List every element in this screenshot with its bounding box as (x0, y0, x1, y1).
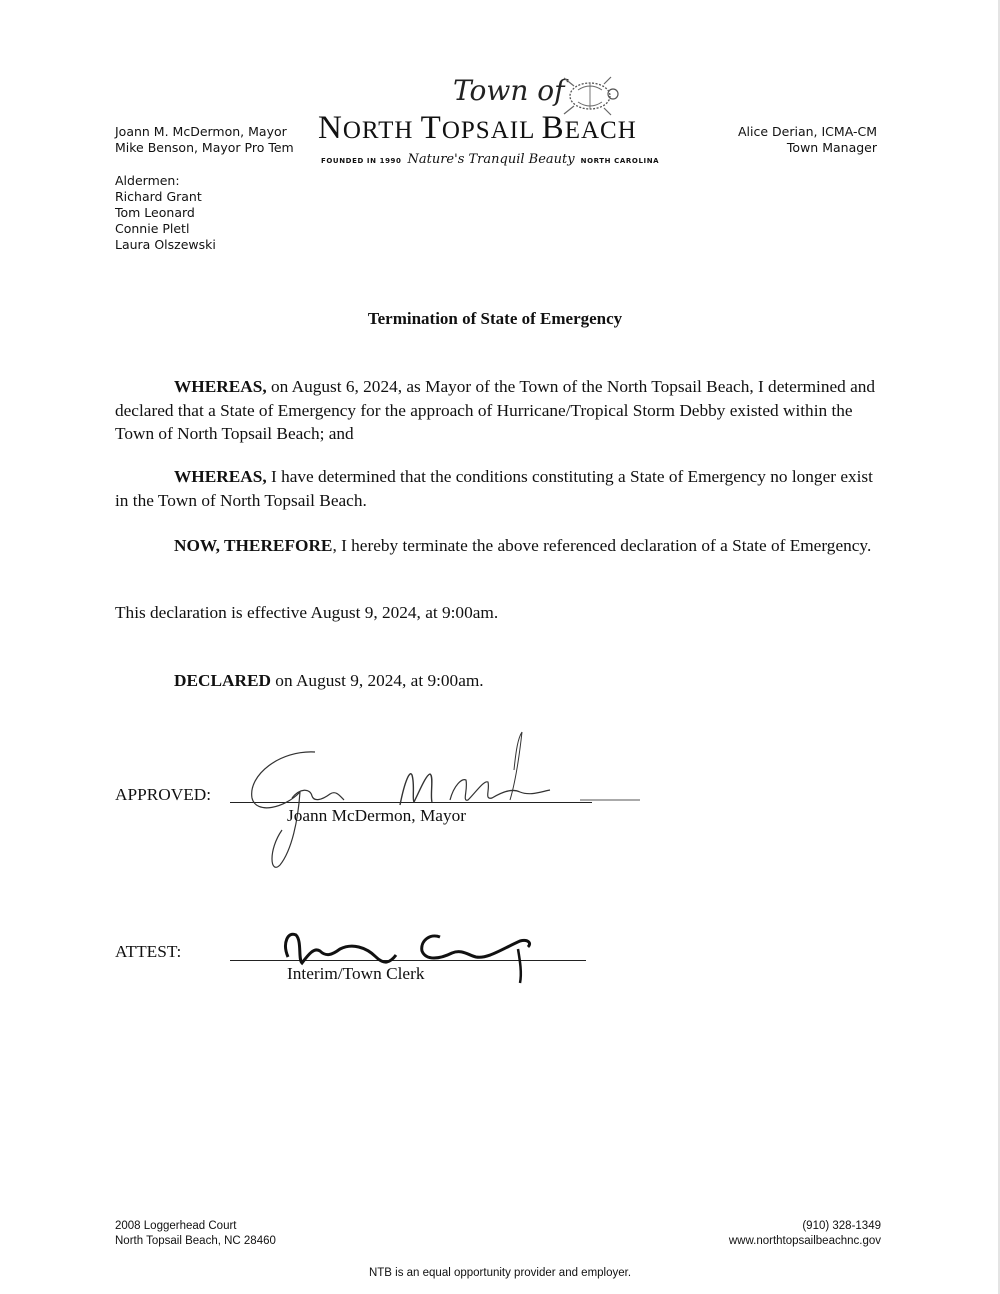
therefore-paragraph: NOW, THEREFORE, I hereby terminate the above referenced declaration of a State of Emergency. (174, 536, 872, 555)
town-contact (729, 1219, 881, 1249)
logo-founded: FOUNDED IN 1990 (321, 157, 402, 165)
document-title: Termination of State of Emergency (367, 309, 623, 328)
whereas-paragraph-2: WHEREAS, I have determined that the conditions constituting a State of Emergency no longer exist in the Town of North Topsail Beach. (115, 467, 873, 510)
declared-paragraph: DECLARED on August 9, 2024, at 9:00am. (174, 671, 484, 690)
town-address (115, 1219, 276, 1249)
address-city: North Topsail Beach, NC 28460 (115, 1235, 276, 1247)
address-street: 2008 Loggerhead Court (115, 1220, 237, 1232)
town-logo (318, 72, 673, 172)
alderman-name: Tom Leonard (115, 205, 195, 220)
mayor-name: Joann M. McDermon, Mayor (115, 124, 287, 139)
logo-state: NORTH CAROLINA (580, 157, 660, 165)
town-manager-name: Alice Derian, ICMA-CM (738, 124, 877, 139)
alderman-name: Laura Olszewski (115, 237, 216, 252)
whereas-paragraph-1: WHEREAS, on August 6, 2024, as Mayor of the Town of the North Topsail Beach, I determined and declared that a State of Emergency for the approach of Hurricane/Tropical Storm Debby existed within the Town of North Topsail Beach; and (115, 377, 876, 443)
equal-opportunity-statement: NTB is an equal opportunity provider and employer. (368, 1267, 632, 1279)
logo-town-name: NORTH TOPSAIL BEACH (318, 110, 637, 146)
effective-date-paragraph: This declaration is effective August 9, 2024, at 9:00am. (115, 603, 499, 622)
alderman-name: Richard Grant (115, 189, 202, 204)
logo-town-of: Town of (453, 74, 565, 107)
clerk-signature (270, 925, 550, 995)
aldermen-block (115, 173, 216, 253)
mayor-pro-tem-name: Mike Benson, Mayor Pro Tem (115, 140, 294, 155)
alderman-name: Connie Pletl (115, 221, 190, 236)
mayor-signature (240, 730, 660, 880)
website-url: www.northtopsailbeachnc.gov (728, 1235, 881, 1247)
phone-number: (910) 328-1349 (802, 1220, 881, 1232)
clerk-signatory-title: Interim/Town Clerk (287, 964, 425, 983)
officials-block (115, 124, 294, 156)
aldermen-label: Aldermen: (115, 173, 180, 188)
town-manager-block (738, 124, 877, 156)
mayor-signatory-name: Joann McDermon, Mayor (287, 806, 467, 825)
attest-label: ATTEST: (115, 942, 182, 961)
town-manager-title: Town Manager (786, 140, 877, 155)
logo-motto: Nature's Tranquil Beauty (407, 152, 575, 167)
approved-label: APPROVED: (115, 785, 212, 804)
logo-tagline (321, 152, 659, 167)
